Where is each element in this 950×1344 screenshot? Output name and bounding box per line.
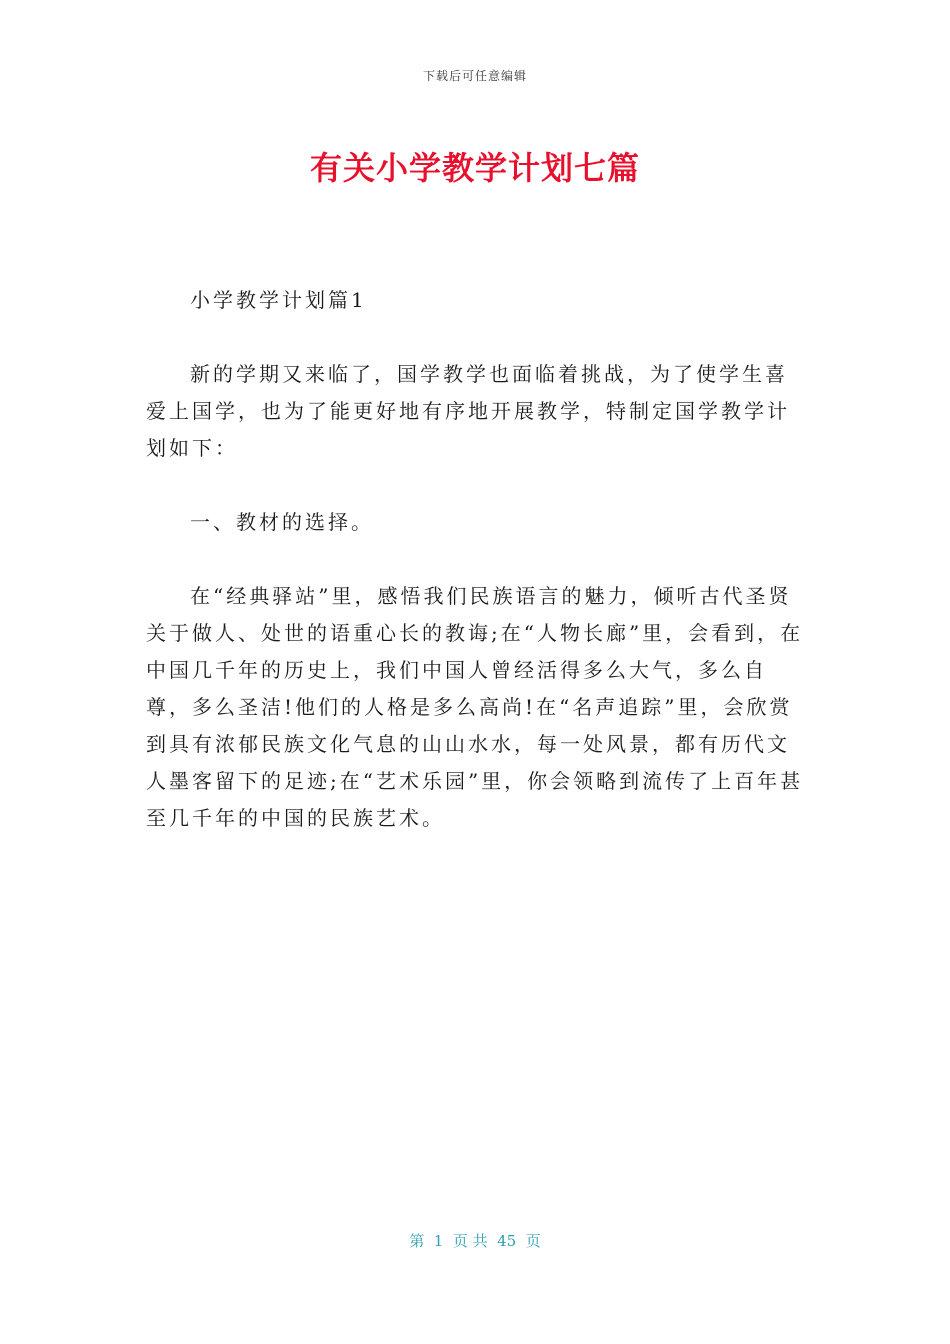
subsection-heading: 一、教材的选择。 bbox=[190, 510, 374, 534]
header-note: 下载后可任意编辑 bbox=[422, 69, 527, 83]
page-footer: 第 1 页 共 45 页 bbox=[409, 1232, 541, 1250]
body-paragraph: 在“经典驿站”里，感悟我们民族语言的魅力，倾听古代圣贤关于做人、处世的语重心长的教诲;在“人物长廊”里，会看到，在中国几千年的历史上，我们中国人曾经活得多么大气，多么自尊，多么圣洁!他们的人格是多么高尚!在“名声追踪”里，会欣赏到具有浓郁民族文化气息的山山水水，每一处风景，都有历代文人墨客留下的足迹;在“艺术乐园”里，你会领略到流传了上百年甚至几千年的中国的民族艺术。 bbox=[146, 584, 804, 830]
section-heading: 小学教学计划篇1 bbox=[190, 288, 367, 312]
document-body bbox=[146, 282, 808, 874]
body-paragraph: 新的学期又来临了，国学教学也面临着挑战，为了使学生喜爱上国学，也为了能更好地有序地开展教学，特制定国学教学计划如下： bbox=[146, 362, 790, 460]
document-title: 有关小学教学计划七篇 bbox=[309, 149, 640, 187]
